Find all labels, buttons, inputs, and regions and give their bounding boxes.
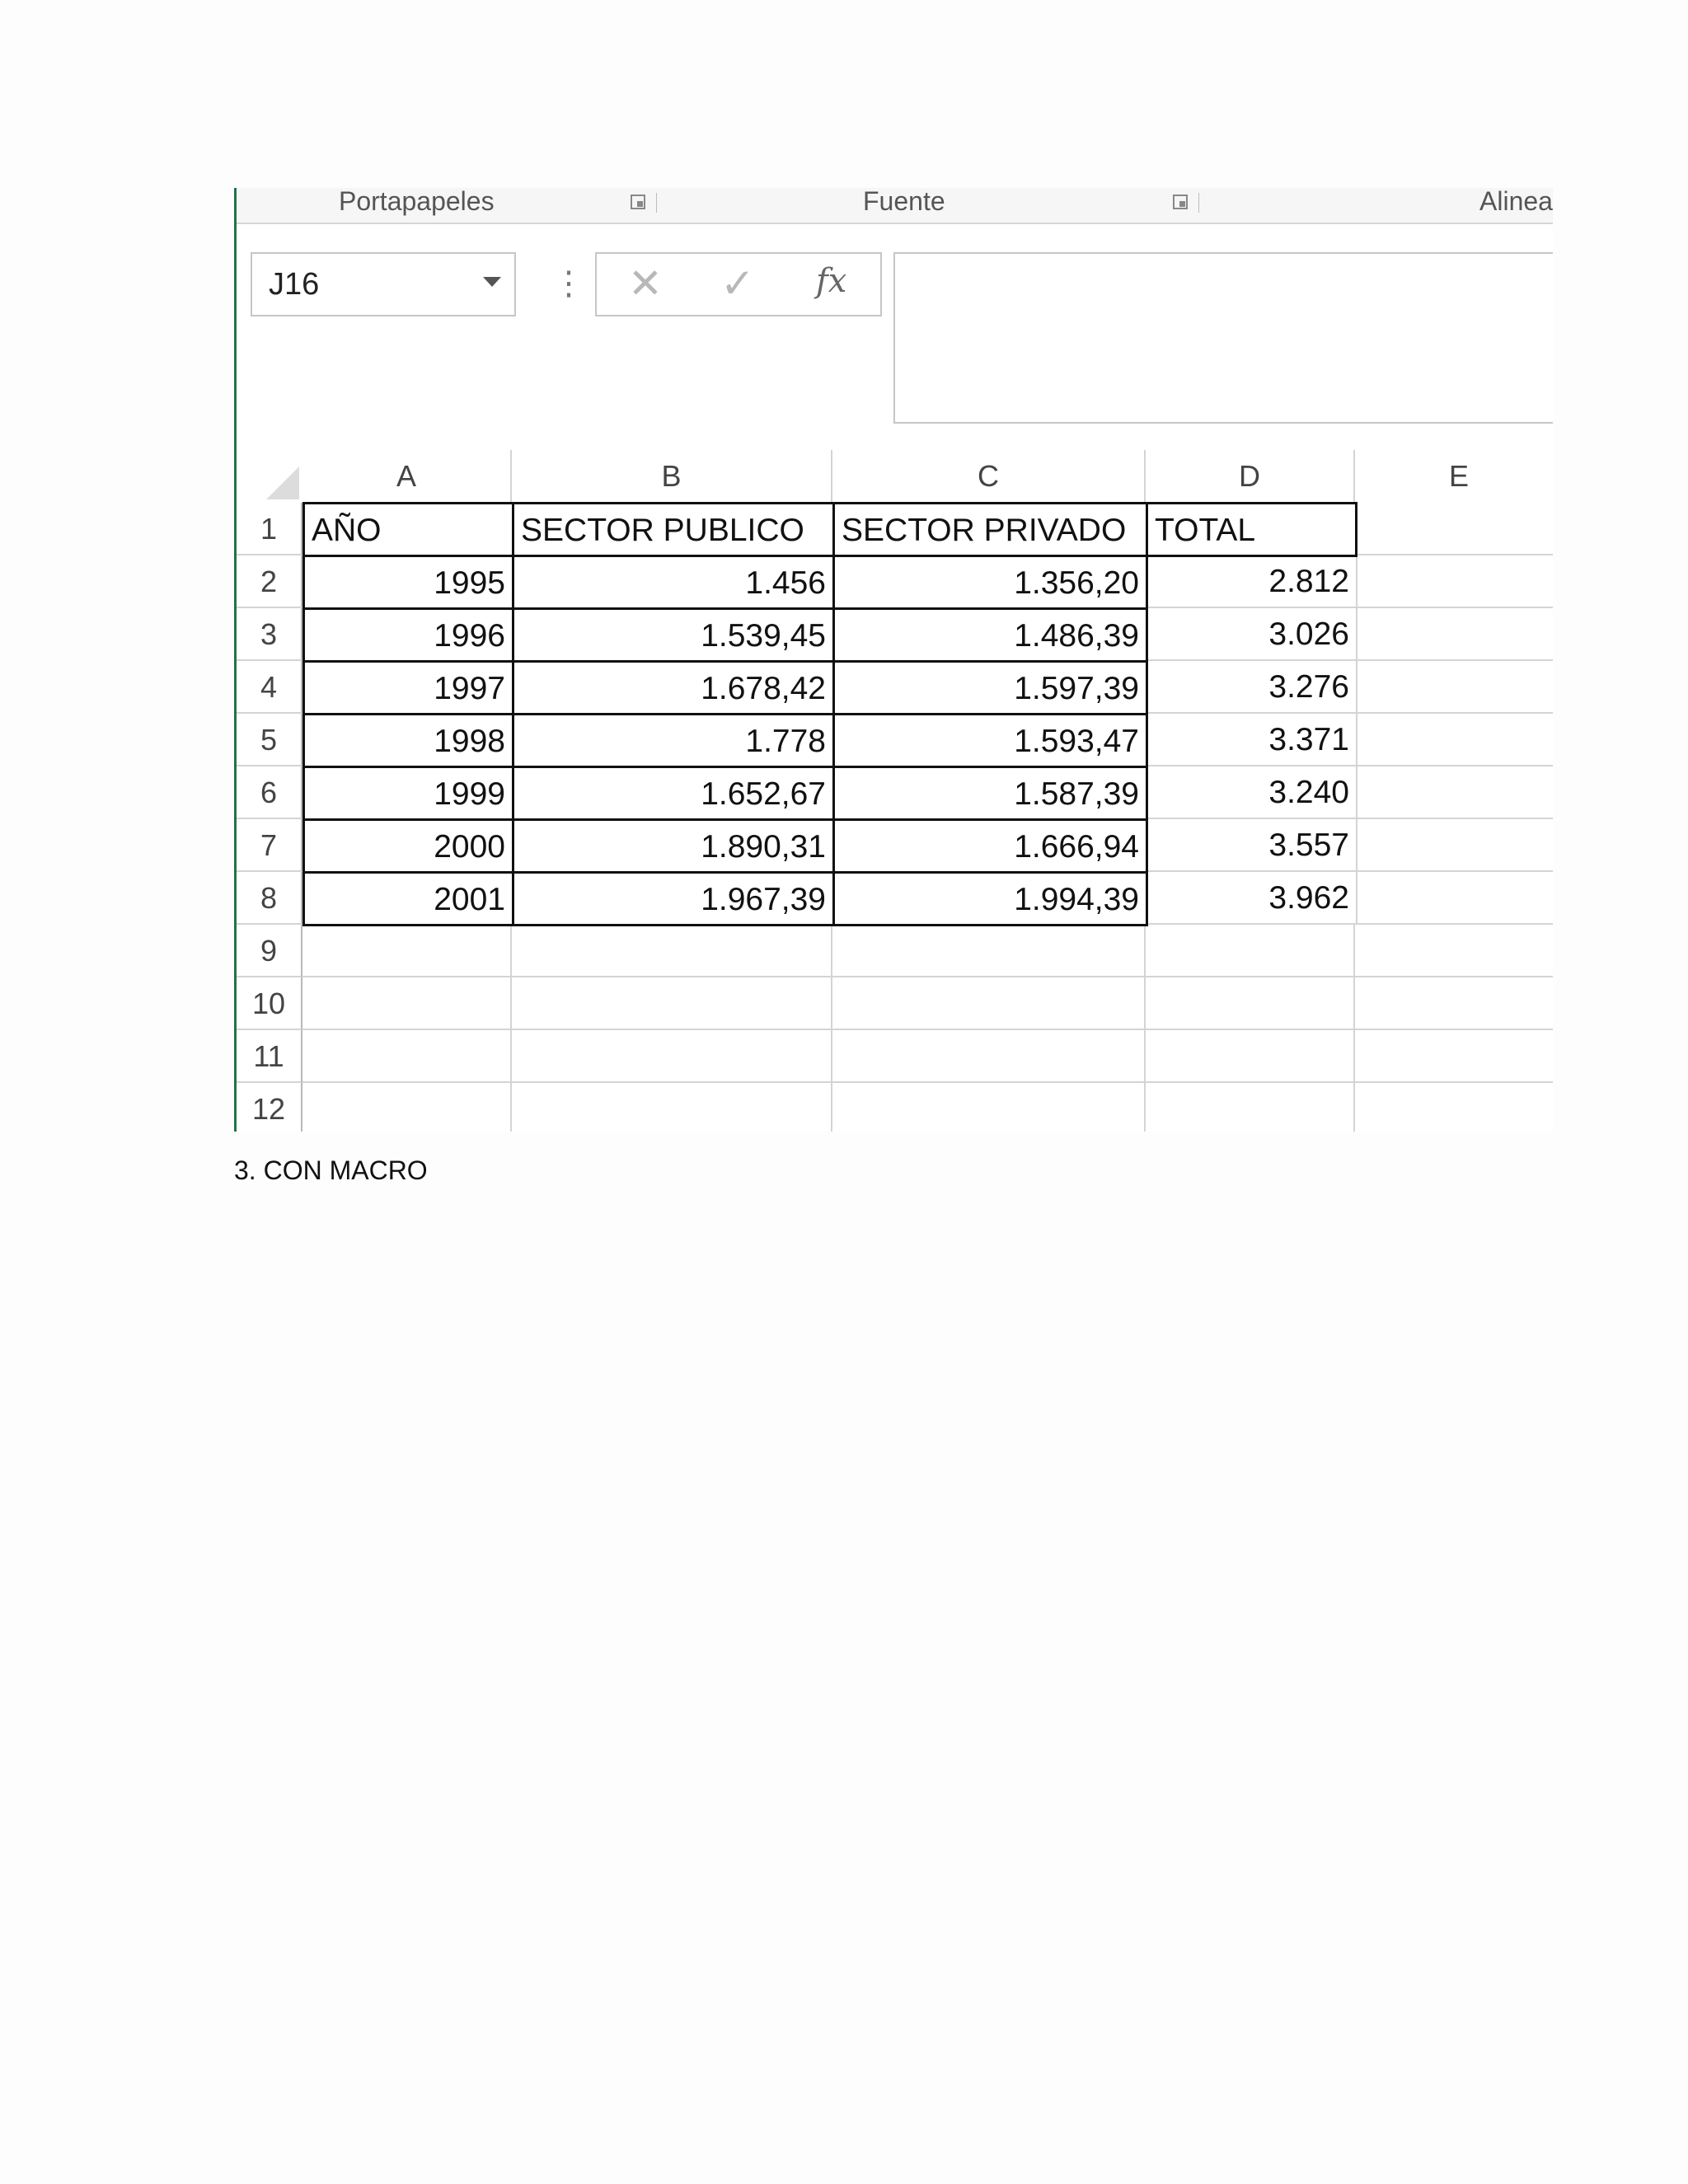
cell-a1[interactable]: AÑO [302,502,514,557]
cell-d2[interactable]: 2.812 [1148,555,1357,608]
column-headers [237,450,1553,504]
cell-d3[interactable]: 3.026 [1148,608,1357,661]
row-header-8[interactable]: 8 [237,872,302,925]
row-header-10[interactable]: 10 [237,977,302,1030]
formula-input[interactable] [893,252,1553,424]
cell-b12[interactable] [512,1083,832,1132]
cell-c1[interactable]: SECTOR PRIVADO [832,502,1148,557]
cell-b5[interactable]: 1.778 [512,713,835,768]
row-header-11[interactable]: 11 [237,1030,302,1083]
ribbon-group-alineacion: Alinea [1479,188,1553,216]
cell-b4[interactable]: 1.678,42 [512,660,835,715]
cell-e2[interactable] [1357,555,1553,608]
cell-d5[interactable]: 3.371 [1148,714,1357,766]
group-separator [1198,193,1199,213]
cell-d7[interactable]: 3.557 [1148,819,1357,872]
enter-icon[interactable]: ✓ [720,260,755,307]
row-header-1[interactable]: 1 [237,503,302,555]
cell-c11[interactable] [832,1030,1146,1083]
chevron-down-icon[interactable] [483,277,501,287]
column-header-e[interactable]: E [1355,450,1553,503]
column-header-d[interactable]: D [1146,450,1355,503]
formula-bar-buttons [595,252,882,316]
cell-b2[interactable]: 1.456 [512,555,835,610]
column-header-b[interactable]: B [512,450,832,503]
section-caption: 3. CON MACRO [234,1155,428,1185]
cell-a5[interactable]: 1998 [302,713,514,768]
cell-a7[interactable]: 2000 [302,818,514,874]
cell-a11[interactable] [302,1030,512,1083]
excel-screenshot [234,188,1553,1132]
cell-b10[interactable] [512,977,832,1030]
column-header-c[interactable]: C [832,450,1146,503]
row-header-6[interactable]: 6 [237,766,302,819]
cell-d10[interactable] [1146,977,1355,1030]
row-header-5[interactable]: 5 [237,714,302,766]
cell-d12[interactable] [1146,1083,1355,1132]
cell-d11[interactable] [1146,1030,1355,1083]
select-all-icon [266,466,299,499]
cell-a2[interactable]: 1995 [302,555,514,610]
row-header-4[interactable]: 4 [237,661,302,714]
row-header-2[interactable]: 2 [237,555,302,608]
cell-e5[interactable] [1357,714,1553,766]
cell-e1[interactable] [1357,503,1553,555]
cell-c6[interactable]: 1.587,39 [832,766,1148,821]
ribbon-group-portapapeles: Portapapeles [339,188,495,216]
cell-c2[interactable]: 1.356,20 [832,555,1148,610]
select-all-button[interactable] [237,450,302,503]
group-separator [656,193,657,213]
cancel-icon[interactable]: ✕ [628,260,663,307]
cell-a4[interactable]: 1997 [302,660,514,715]
cell-a6[interactable]: 1999 [302,766,514,821]
cell-c3[interactable]: 1.486,39 [832,607,1148,663]
cell-c12[interactable] [832,1083,1146,1132]
row-header-9[interactable]: 9 [237,925,302,977]
cell-b9[interactable] [512,925,832,977]
name-box-value: J16 [269,267,320,302]
cell-b6[interactable]: 1.652,67 [512,766,835,821]
ribbon-group-fuente: Fuente [863,188,945,216]
cell-b3[interactable]: 1.539,45 [512,607,835,663]
cell-a3[interactable]: 1996 [302,607,514,663]
cell-c9[interactable] [832,925,1146,977]
cell-a9[interactable] [302,925,512,977]
cell-a10[interactable] [302,977,512,1030]
cell-e6[interactable] [1357,766,1553,819]
cell-e7[interactable] [1357,819,1553,872]
cell-e11[interactable] [1355,1030,1553,1083]
cell-e12[interactable] [1355,1083,1553,1132]
cell-c5[interactable]: 1.593,47 [832,713,1148,768]
row-header-12[interactable]: 12 [237,1083,302,1132]
row-header-3[interactable]: 3 [237,608,302,661]
cell-e8[interactable] [1357,872,1553,925]
cell-b7[interactable]: 1.890,31 [512,818,835,874]
cell-e9[interactable] [1355,925,1553,977]
cell-c4[interactable]: 1.597,39 [832,660,1148,715]
cell-b1[interactable]: SECTOR PUBLICO [512,502,835,557]
name-box[interactable] [251,252,516,316]
column-header-a[interactable]: A [302,450,512,503]
cell-b11[interactable] [512,1030,832,1083]
cell-b8[interactable]: 1.967,39 [512,871,835,926]
cell-d6[interactable]: 3.240 [1148,766,1357,819]
cell-e4[interactable] [1357,661,1553,714]
cell-c8[interactable]: 1.994,39 [832,871,1148,926]
cell-c10[interactable] [832,977,1146,1030]
cell-a12[interactable] [302,1083,512,1132]
portapapeles-launcher-icon[interactable] [631,194,645,209]
row-header-7[interactable]: 7 [237,819,302,872]
cell-e10[interactable] [1355,977,1553,1030]
cell-d1[interactable]: TOTAL [1146,502,1357,557]
fuente-launcher-icon[interactable] [1173,194,1188,209]
cell-d4[interactable]: 3.276 [1148,661,1357,714]
cell-e3[interactable] [1357,608,1553,661]
cell-c7[interactable]: 1.666,94 [832,818,1148,874]
insert-function-icon[interactable]: fx [816,262,847,300]
cell-d8[interactable]: 3.962 [1148,872,1357,925]
formula-bar-grip-icon[interactable]: ⋮ [552,265,585,302]
ribbon-group-labels [237,188,1553,224]
cell-a8[interactable]: 2001 [302,871,514,926]
cell-d9[interactable] [1146,925,1355,977]
